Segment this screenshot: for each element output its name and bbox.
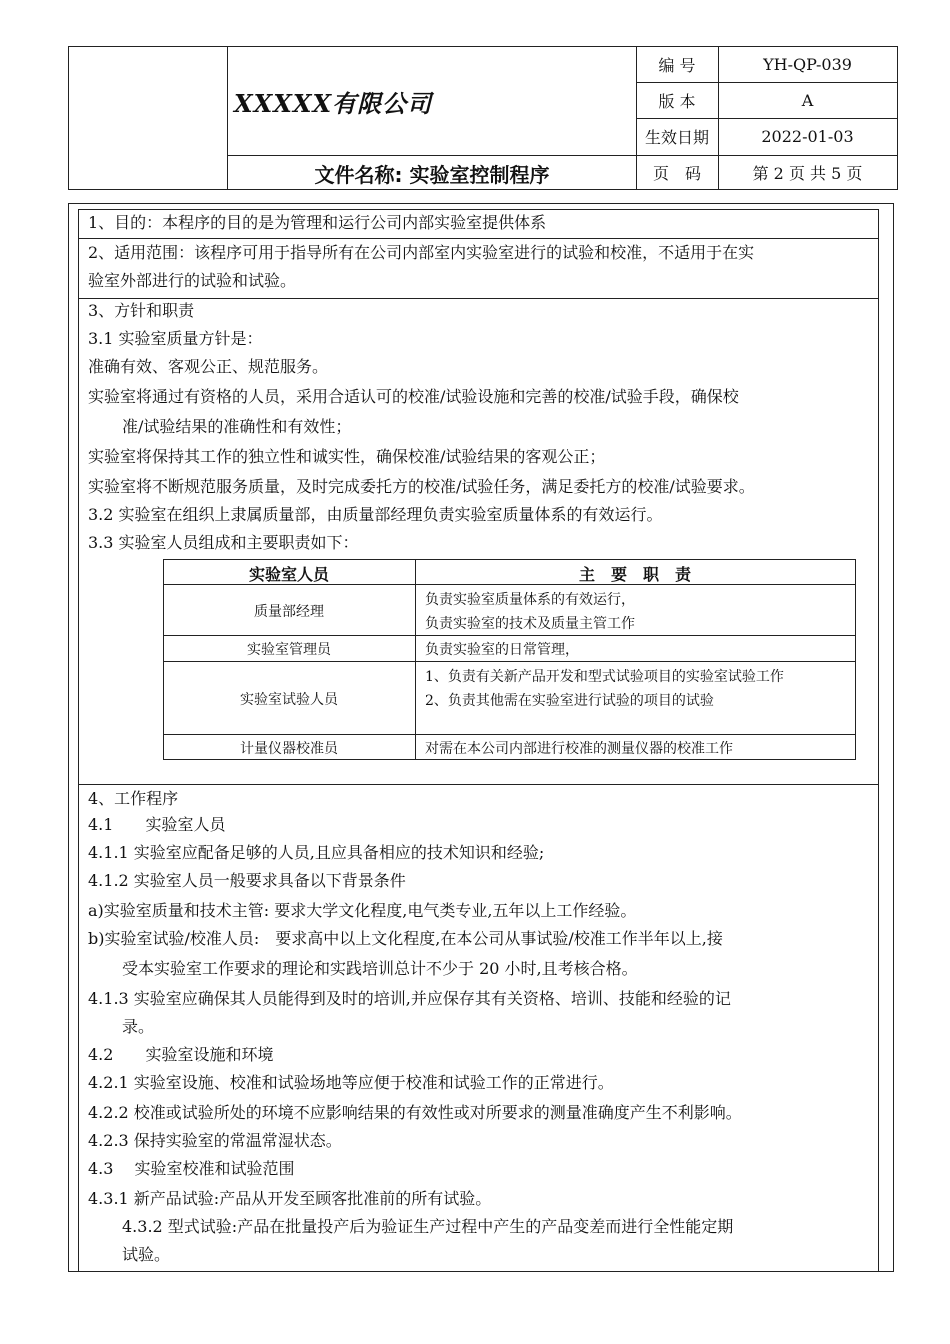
procedure-item: 4.3.1 新产品试验:产品从开发至顾客批准前的所有试验。: [88, 1189, 492, 1208]
policy-item: 实验室将不断规范服务质量，及时完成委托方的校准/试验任务，满足委托方的校准/试验要求。: [88, 477, 755, 496]
policy-item: 实验室将保持其工作的独立性和诚实性，确保校准/试验结果的客观公正；: [88, 447, 606, 466]
roles-header-duties: 主 要 职 责: [578, 565, 691, 584]
scope-text-line2: 验室外部进行的试验和试验。: [88, 271, 297, 290]
procedure-item: 受本实验室工作要求的理论和实践培训总计不少于 20 小时,且考核合格。: [122, 959, 638, 978]
scope-text-line1: 2、适用范围：该程序可用于指导所有在公司内部室内实验室进行的试验和校准，不适用于在实: [88, 243, 755, 262]
company-name: XXXXX有限公司: [234, 89, 433, 118]
role-duty: 负责实验室的技术及质量主管工作: [425, 616, 635, 632]
section-3-heading: 3、方针和职责: [88, 301, 195, 320]
field-label-version: 版 本: [658, 91, 696, 111]
procedure-item: 4.3.2 型式试验:产品在批量投产后为验证生产过程中产生的产品变差而进行全性能定期: [122, 1217, 734, 1236]
role-duty: 1、负责有关新产品开发和型式试验项目的实验室试验工作: [425, 669, 784, 685]
procedure-item: 4.3 实验室校准和试验范围: [88, 1159, 295, 1178]
policy-item: 3.3 实验室人员组成和主要职责如下：: [88, 533, 359, 552]
policy-item: 实验室将通过有资格的人员，采用合适认可的校准/试验设施和完善的校准/试验手段，确保校: [88, 387, 739, 406]
procedure-item: 4.1.3 实验室应确保其人员能得到及时的培训,并应保存其有关资格、培训、技能和经验的记: [88, 989, 731, 1008]
roles-header-person: 实验室人员: [248, 565, 329, 584]
purpose-text: 1、目的：本程序的目的是为管理和运行公司内部实验室提供体系: [88, 213, 547, 232]
procedure-item: 4.1.2 实验室人员一般要求具备以下背景条件: [88, 871, 406, 890]
procedure-item: 4.2 实验室设施和环境: [88, 1045, 274, 1064]
policy-item: 3.1 实验室质量方针是：: [88, 329, 263, 348]
procedure-item: 4.2.2 校准或试验所处的环境不应影响结果的有效性或对所要求的测量准确度产生不利影响。: [88, 1103, 742, 1122]
procedure-item: 4.2.3 保持实验室的常温常湿状态。: [88, 1131, 342, 1150]
role-duty: 2、负责其他需在实验室进行试验的项目的试验: [425, 693, 714, 709]
procedure-item: 4.2.1 实验室设施、校准和试验场地等应便于校准和试验工作的正常进行。: [88, 1073, 614, 1092]
role-name: 实验室管理员: [247, 642, 331, 658]
field-label-page: 页 码: [652, 163, 701, 183]
document-title: 文件名称: 实验室控制程序: [314, 162, 550, 187]
procedure-item: 试验。: [122, 1245, 171, 1264]
field-value-version: A: [801, 90, 814, 110]
policy-item: 准确有效、客观公正、规范服务。: [88, 357, 329, 376]
role-name: 实验室试验人员: [240, 692, 338, 708]
role-name: 质量部经理: [254, 604, 324, 620]
policy-item: 3.2 实验室在组织上隶属质量部，由质量部经理负责实验室质量体系的有效运行。: [88, 505, 663, 524]
section-4-heading: 4、工作程序: [88, 789, 179, 808]
policy-item: 准/试验结果的准确性和有效性；: [122, 417, 352, 436]
procedure-item: 4.1.1 实验室应配备足够的人员,且应具备相应的技术知识和经验;: [88, 843, 545, 862]
field-value-effective-date: 2022-01-03: [761, 127, 854, 146]
field-label-number: 编 号: [658, 55, 696, 75]
procedure-item: 录。: [122, 1017, 155, 1036]
procedure-item: a)实验室质量和技术主管: 要求大学文化程度,电气类专业,五年以上工作经验。: [88, 901, 637, 920]
field-label-effective-date: 生效日期: [644, 128, 709, 147]
role-name: 计量仪器校准员: [240, 741, 338, 757]
procedure-item: 4.1 实验室人员: [88, 815, 226, 834]
role-duty: 负责实验室质量体系的有效运行，: [425, 592, 635, 608]
field-value-number: YH-QP-039: [763, 54, 852, 74]
role-duty: 负责实验室的日常管理，: [425, 642, 579, 658]
procedure-item: b)实验室试验/校准人员: 要求高中以上文化程度,在本公司从事试验/校准工作半年以上,接: [88, 929, 723, 948]
role-duty: 对需在本公司内部进行校准的测量仪器的校准工作: [425, 741, 733, 757]
field-value-page: 第 2 页 共 5 页: [752, 163, 863, 183]
